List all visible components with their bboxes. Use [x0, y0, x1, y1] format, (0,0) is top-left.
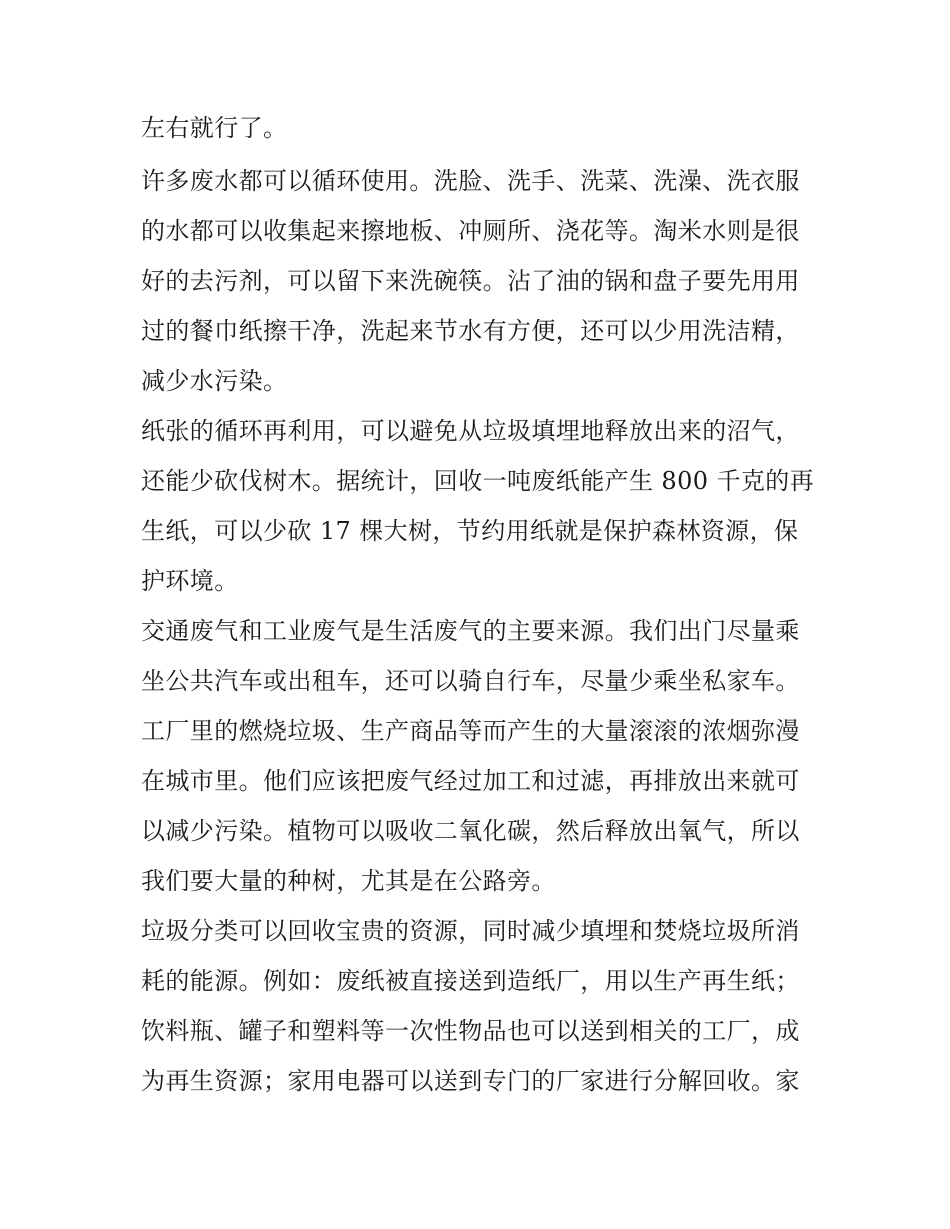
text-line: 以减少污染。植物可以吸收二氧化碳，然后释放出氧气，所以 [141, 817, 800, 845]
text-line: 饮料瓶、罐子和塑料等一次性物品也可以送到相关的工厂，成 [141, 1017, 800, 1045]
text-line: 过的餐巾纸擦干净，洗起来节水有方便，还可以少用洗洁精， [141, 317, 800, 345]
text-line: 坐公共汽车或出租车，还可以骑自行车，尽量少乘坐私家车。 [141, 667, 800, 695]
text-line: 耗的能源。例如：废纸被直接送到造纸厂，用以生产再生纸； [141, 967, 800, 995]
text-line: 减少水污染。 [141, 367, 288, 395]
text-line: 护环境。 [141, 567, 239, 595]
text-line: 垃圾分类可以回收宝贵的资源，同时减少填埋和焚烧垃圾所消 [141, 917, 800, 945]
text-line: 好的去污剂，可以留下来洗碗筷。沾了油的锅和盘子要先用用 [141, 267, 800, 295]
text-line: 工厂里的燃烧垃圾、生产商品等而产生的大量滚滚的浓烟弥漫 [141, 717, 800, 745]
text-line: 在城市里。他们应该把废气经过加工和过滤，再排放出来就可 [141, 767, 800, 795]
text-line: 纸张的循环再利用，可以避免从垃圾填埋地释放出来的沼气， [141, 417, 800, 445]
text-line: 我们要大量的种树，尤其是在公路旁。 [141, 867, 556, 895]
text-line: 生纸，可以少砍 17 棵大树，节约用纸就是保护森林资源，保 [141, 517, 799, 545]
text-line: 的水都可以收集起来擦地板、冲厕所、浇花等。淘米水则是很 [141, 217, 800, 245]
text-line: 左右就行了。 [141, 114, 288, 142]
text-line: 还能少砍伐树木。据统计，回收一吨废纸能产生 800 千克的再 [141, 467, 815, 495]
text-line: 许多废水都可以循环使用。洗脸、洗手、洗菜、洗澡、洗衣服 [141, 167, 800, 195]
text-line: 交通废气和工业废气是生活废气的主要来源。我们出门尽量乘 [141, 617, 800, 645]
text-line: 为再生资源；家用电器可以送到专门的厂家进行分解回收。家 [141, 1067, 800, 1095]
